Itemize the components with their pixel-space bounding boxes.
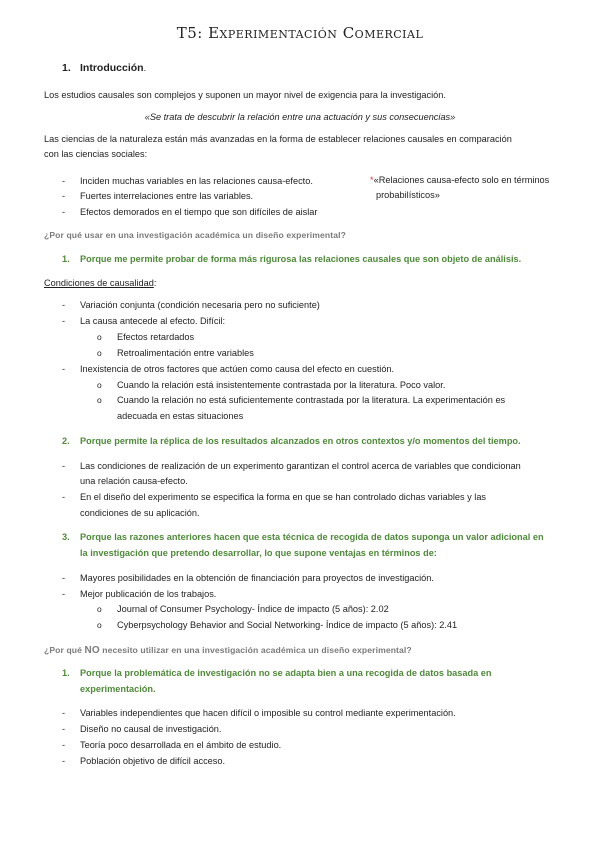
condition-3-sub-2-line1: o Cuando la relación no está suficientemente contrastada por la literatura. La experimentación es [117,395,505,405]
reason-3-bullet-2: - Mejor publicación de los trabajos. [80,589,216,599]
heading-suffix: . [143,63,147,73]
note-text: «Relaciones causa-efecto solo en términos [373,175,550,185]
reason-2: Porque permite la réplica de los resultados alcanzados en otros contextos y/o momentos del tiempo. [80,436,521,446]
reason-2-bullet-2-line1: - En el diseño del experimento se especifica la forma en que se han controlado dichas variables y las [80,492,486,502]
condition-3-sub-1: o Cuando la relación está insistentemente contrastada por la literatura. Poco valor. [117,380,445,390]
no-bullet-2: - Diseño no causal de investigación. [80,724,221,734]
condition-2: - La causa antecede al efecto. Difícil: [80,316,225,326]
page-title: T5: Experimentación Comercial [176,24,424,42]
no-reason-1-number: 1. [62,668,70,678]
condition-1: - Variación conjunta (condición necesaria pero no suficiente) [80,300,320,310]
intro-paragraph: Los estudios causales son complejos y suponen un mayor nivel de exigencia para la investigación. [44,90,446,100]
condition-2-sub-1: o Efectos retardados [117,332,194,342]
intro-paragraph-2-line1: Las ciencias de la naturaleza están más avanzadas en la forma de establecer relaciones causales en comparación [44,134,512,144]
reason-2-bullet-1-line2: una relación causa-efecto. [80,476,188,486]
intro-bullet-1: - Inciden muchas variables en las relaciones causa-efecto. [80,176,313,186]
reason-3-line2: la investigación que pretendo desarrollar, lo que supone ventajas en términos de: [80,548,437,558]
question-heading-why-use: ¿Por qué usar en una investigación académica un diseño experimental? [44,230,346,240]
no-reason-1-line2: experimentación. [80,684,156,694]
conditions-heading-text: Condiciones de causalidad [44,278,154,288]
intro-quote: «Se trata de descubrir la relación entre una actuación y sus consecuencias» [144,112,456,122]
note-star: * [370,175,374,185]
heading-pre: ¿Por qué [44,645,85,655]
journal-impact-1: o Journal of Consumer Psychology- Índice de impacto (5 años): 2.02 [117,604,389,614]
intro-paragraph-2-line2: con las ciencias sociales: [44,149,148,159]
reason-2-bullet-2-line2: condiciones de su aplicación. [80,508,200,518]
heading-no: NO [84,645,100,656]
reason-3-bullet-1: - Mayores posibilidades en la obtención de financiación para proyectos de investigación. [80,573,434,583]
heading-post: necesito utilizar en una investigación académica un diseño experimental? [99,645,412,655]
no-bullet-4: - Población objetivo de difícil acceso. [80,756,225,766]
condition-3-sub-2-line2: adecuada en estas situaciones [117,411,244,421]
section-heading-introduccion [80,62,146,74]
reason-2-bullet-1-line1: - Las condiciones de realización de un experimento garantizan el control acerca de variables que condicionan [80,461,521,471]
reason-3-line1: Porque las razones anteriores hacen que esta técnica de recogida de datos suponga un valor adicional en [80,532,544,542]
no-bullet-3: - Teoría poco desarrollada en el ámbito de estudio. [80,740,281,750]
condition-3: - Inexistencia de otros factores que actúen como causa del efecto en cuestión. [80,364,394,374]
journal-impact-2: o Cyberpsychology Behavior and Social Networking- Índice de impacto (5 años): 2.41 [117,620,457,630]
side-note-line2: probabilísticos» [376,190,440,200]
intro-bullet-3: - Efectos demorados en el tiempo que son difíciles de aislar [80,207,317,217]
side-note-line1 [370,175,549,185]
conditions-heading [44,278,156,288]
reason-1: Porque me permite probar de forma más rigurosa las relaciones causales que son objeto de análisis. [80,254,522,264]
no-bullet-1: - Variables independientes que hacen difícil o imposible su control mediante experimentación. [80,708,456,718]
section-number: 1. [62,62,71,74]
reason-3-number: 3. [62,532,70,542]
intro-bullet-2: - Fuertes interrelaciones entre las variables. [80,191,253,201]
heading-text: Introducción [80,62,144,74]
conditions-colon: : [153,278,157,288]
reason-2-number: 2. [62,436,70,446]
condition-2-sub-2: o Retroalimentación entre variables [117,348,254,358]
no-reason-1-line1: Porque la problemática de investigación no se adapta bien a una recogida de datos basada en [80,668,492,678]
question-heading-why-not [44,645,412,656]
reason-1-number: 1. [62,254,70,264]
